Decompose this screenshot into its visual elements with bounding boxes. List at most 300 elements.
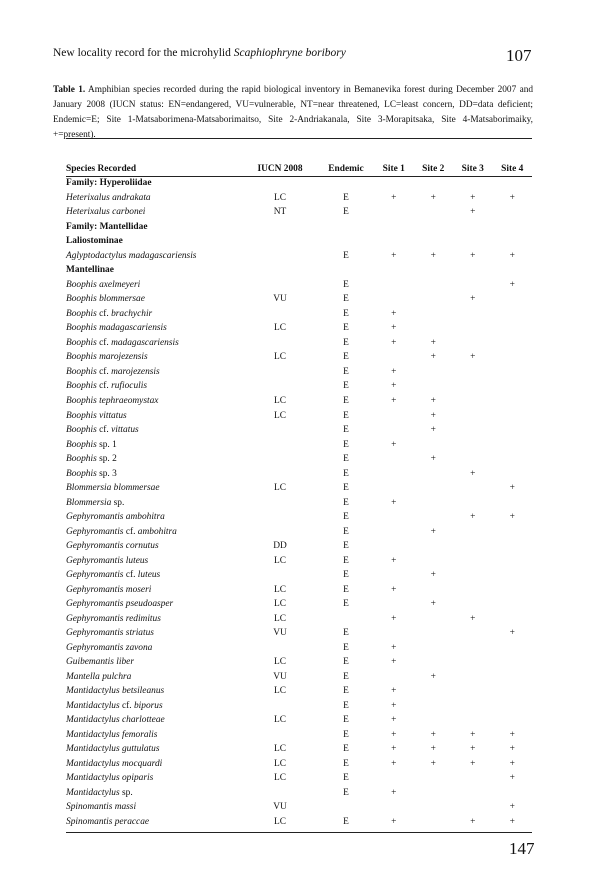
species-row (66, 728, 532, 743)
header-site-1: Site 1 (382, 163, 405, 174)
site-4-presence: + (509, 744, 515, 755)
species-name (66, 815, 242, 830)
species-row (66, 757, 532, 772)
site-1-presence (374, 670, 414, 685)
site-2-presence: + (430, 758, 436, 769)
species-name (66, 394, 242, 409)
species-qualifier: sp. (121, 787, 133, 798)
site-4-presence (493, 539, 533, 554)
site-1-presence: + (391, 642, 397, 653)
site-2-presence (414, 292, 454, 307)
species-name (66, 539, 242, 554)
genus-name: Boophis (66, 454, 97, 465)
genus-name: Boophis (66, 308, 97, 319)
site-1-presence: + (391, 308, 397, 319)
site-4-presence (493, 408, 533, 423)
site-2-presence: + (430, 599, 436, 610)
header-species: Species Recorded (66, 163, 137, 174)
iucn-status: VU (273, 671, 287, 682)
species-binomial: Gephyromantis cornutus (66, 541, 159, 552)
species-name (66, 786, 242, 801)
endemic-mark: E (343, 395, 349, 406)
species-binomial: Spinomantis massi (66, 802, 137, 813)
species-name (66, 800, 242, 815)
site-1-presence: + (391, 700, 397, 711)
site-4-presence: + (509, 250, 515, 261)
site-4-presence (493, 336, 533, 351)
species-epithet: luteus (137, 570, 161, 581)
species-row (66, 321, 532, 336)
species-row (66, 495, 532, 510)
site-2-presence (414, 786, 454, 801)
site-3-presence: + (470, 352, 476, 363)
species-name (66, 495, 242, 510)
table-body (66, 176, 532, 829)
species-name (66, 742, 242, 757)
site-3-presence: + (470, 468, 476, 479)
endemic-mark: E (343, 700, 349, 711)
species-name (66, 466, 242, 481)
site-3-presence: + (470, 294, 476, 305)
site-2-presence (414, 495, 454, 510)
species-name (66, 452, 242, 467)
site-2-presence: + (430, 395, 436, 406)
genus-name: Gephyromantis (66, 570, 124, 581)
site-2-presence (414, 437, 454, 452)
genus-name: Mantidactylus (66, 787, 120, 798)
header-iucn: IUCN 2008 (257, 163, 303, 174)
species-row (66, 365, 532, 380)
group-row (66, 263, 532, 278)
endemic-mark: E (343, 337, 349, 348)
site-1-presence (374, 350, 414, 365)
species-binomial: Gephyromantis pseudoasper (66, 599, 174, 610)
species-name (66, 423, 242, 438)
endemic-mark: E (343, 787, 349, 798)
iucn-status: LC (274, 758, 286, 769)
site-4-presence (493, 495, 533, 510)
species-row (66, 336, 532, 351)
species-binomial: Aglyptodactylus madagascariensis (66, 250, 197, 261)
species-row (66, 641, 532, 656)
site-1-presence: + (391, 439, 397, 450)
site-4-presence (493, 524, 533, 539)
site-3-presence (453, 771, 493, 786)
site-4-presence (493, 670, 533, 685)
site-4-presence: + (509, 512, 515, 523)
species-name (66, 336, 242, 351)
site-1-presence: + (391, 744, 397, 755)
species-name (66, 278, 242, 293)
endemic-mark: E (343, 599, 349, 610)
species-name (66, 205, 242, 220)
endemic-mark: E (343, 250, 349, 261)
site-3-presence (453, 278, 493, 293)
site-3-presence (453, 699, 493, 714)
site-4-presence (493, 452, 533, 467)
site-2-presence: + (430, 192, 436, 203)
iucn-status: LC (274, 599, 286, 610)
iucn-status: DD (273, 541, 287, 552)
site-3-presence (453, 307, 493, 322)
site-3-presence (453, 684, 493, 699)
site-4-presence: + (509, 729, 515, 740)
site-3-presence (453, 394, 493, 409)
site-2-presence: + (430, 570, 436, 581)
species-row (66, 670, 532, 685)
species-row (66, 800, 532, 815)
species-name (66, 757, 242, 772)
site-4-presence (493, 684, 533, 699)
species-row (66, 350, 532, 365)
iucn-status (242, 307, 318, 322)
iucn-status: LC (274, 323, 286, 334)
site-3-presence (453, 597, 493, 612)
site-3-presence (453, 655, 493, 670)
species-name (66, 670, 242, 685)
endemic-mark: E (343, 294, 349, 305)
iucn-status: LC (274, 686, 286, 697)
species-row (66, 611, 532, 626)
species-binomial: Boophis vittatus (66, 410, 127, 421)
site-4-presence (493, 699, 533, 714)
site-1-presence: + (391, 323, 397, 334)
site-3-presence (453, 437, 493, 452)
species-name (66, 292, 242, 307)
site-1-presence: + (391, 192, 397, 203)
site-2-presence (414, 481, 454, 496)
site-1-presence: + (391, 395, 397, 406)
endemic-mark: E (343, 758, 349, 769)
site-1-presence (374, 510, 414, 525)
endemic-mark: E (343, 425, 349, 436)
species-name (66, 655, 242, 670)
species-name (66, 249, 242, 264)
endemic-mark: E (343, 584, 349, 595)
group-label: Mantellinae (66, 265, 114, 276)
site-1-presence (374, 423, 414, 438)
genus-name: Boophis (66, 439, 97, 450)
site-1-presence: + (391, 366, 397, 377)
species-name (66, 524, 242, 539)
species-binomial: Gephyromantis striatus (66, 628, 154, 639)
species-name (66, 597, 242, 612)
site-3-presence (453, 481, 493, 496)
species-name (66, 481, 242, 496)
site-2-presence: + (430, 729, 436, 740)
species-qualifier: sp. (113, 497, 125, 508)
page-number-bottom: 147 (509, 839, 535, 858)
site-4-presence: + (509, 279, 515, 290)
iucn-status: LC (274, 584, 286, 595)
site-1-presence: + (391, 758, 397, 769)
site-3-presence (453, 365, 493, 380)
site-1-presence (374, 292, 414, 307)
site-1-presence: + (391, 337, 397, 348)
species-row (66, 742, 532, 757)
iucn-status (242, 786, 318, 801)
species-binomial: Mantidactylus mocquardi (66, 758, 163, 769)
species-binomial: Mantidactylus betsileanus (66, 686, 165, 697)
endemic-mark: E (343, 729, 349, 740)
species-name (66, 553, 242, 568)
site-4-presence: + (509, 802, 515, 813)
site-3-presence (453, 670, 493, 685)
site-4-presence (493, 655, 533, 670)
species-epithet: brachychir (111, 308, 153, 319)
site-2-presence (414, 611, 454, 626)
site-3-presence (453, 800, 493, 815)
genus-name: Gephyromantis (66, 526, 124, 537)
site-2-presence (414, 379, 454, 394)
running-head-prefix: New locality record for the microhylid (53, 47, 231, 59)
species-binomial: Gephyromantis moseri (66, 584, 152, 595)
species-qualifier: sp. 3 (99, 468, 117, 479)
species-name (66, 510, 242, 525)
site-1-presence (374, 771, 414, 786)
species-binomial: Boophis blommersae (66, 294, 145, 305)
site-2-presence: + (430, 410, 436, 421)
site-3-presence: + (470, 816, 476, 827)
endemic-mark (318, 611, 374, 626)
endemic-mark: E (343, 570, 349, 581)
species-qualifier: cf. (121, 700, 132, 711)
site-2-presence (414, 510, 454, 525)
iucn-status (242, 379, 318, 394)
site-4-presence (493, 321, 533, 336)
species-name (66, 408, 242, 423)
iucn-status: LC (274, 395, 286, 406)
species-qualifier: cf. (99, 425, 109, 436)
species-binomial: Mantidactylus guttulatus (66, 744, 160, 755)
site-1-presence (374, 597, 414, 612)
site-4-presence (493, 582, 533, 597)
site-2-presence (414, 655, 454, 670)
species-row (66, 466, 532, 481)
species-epithet: vittatus (111, 425, 139, 436)
iucn-status: LC (274, 657, 286, 668)
species-row (66, 684, 532, 699)
site-2-presence (414, 278, 454, 293)
site-1-presence: + (391, 787, 397, 798)
species-name (66, 582, 242, 597)
species-name (66, 365, 242, 380)
species-name (66, 321, 242, 336)
iucn-status (242, 510, 318, 525)
species-row (66, 568, 532, 583)
site-3-presence (453, 713, 493, 728)
species-epithet: ambohitra (137, 526, 177, 537)
table-caption (53, 83, 533, 143)
iucn-status: NT (273, 207, 287, 218)
endemic-mark: E (343, 483, 349, 494)
site-2-presence (414, 365, 454, 380)
page-number-top: 107 (506, 46, 532, 65)
species-binomial: Boophis madagascariensis (66, 323, 167, 334)
endemic-mark: E (343, 323, 349, 334)
site-3-presence: + (470, 207, 476, 218)
endemic-mark: E (343, 642, 349, 653)
site-3-presence (453, 321, 493, 336)
site-4-presence (493, 292, 533, 307)
species-row (66, 379, 532, 394)
species-binomial: Boophis marojezensis (66, 352, 148, 363)
endemic-mark: E (343, 555, 349, 566)
species-row (66, 423, 532, 438)
genus-name: Boophis (66, 366, 97, 377)
species-row (66, 553, 532, 568)
site-1-presence (374, 524, 414, 539)
iucn-status (242, 568, 318, 583)
endemic-mark: E (343, 410, 349, 421)
iucn-status (242, 466, 318, 481)
group-row (66, 176, 532, 191)
site-4-presence (493, 597, 533, 612)
iucn-status (242, 495, 318, 510)
genus-name: Boophis (66, 381, 97, 392)
species-row (66, 452, 532, 467)
iucn-status: LC (274, 613, 286, 624)
site-3-presence (453, 408, 493, 423)
site-2-presence: + (430, 526, 436, 537)
iucn-status: LC (274, 410, 286, 421)
species-qualifier: cf. (99, 381, 109, 392)
endemic-mark: E (343, 279, 349, 290)
iucn-status: VU (273, 628, 287, 639)
species-name (66, 611, 242, 626)
iucn-status: LC (274, 816, 286, 827)
species-row (66, 191, 532, 206)
site-2-presence: + (430, 671, 436, 682)
site-1-presence: + (391, 555, 397, 566)
site-4-presence (493, 394, 533, 409)
species-row (66, 699, 532, 714)
species-qualifier: sp. 1 (99, 439, 117, 450)
endemic-mark: E (343, 541, 349, 552)
endemic-mark: E (343, 657, 349, 668)
iucn-status: LC (274, 555, 286, 566)
group-label: Laliostominae (66, 236, 123, 247)
iucn-status (242, 699, 318, 714)
site-1-presence: + (391, 381, 397, 392)
table-top-rule (66, 138, 532, 139)
iucn-status (242, 249, 318, 264)
site-2-presence (414, 553, 454, 568)
endemic-mark: E (343, 439, 349, 450)
species-name (66, 684, 242, 699)
species-row (66, 655, 532, 670)
site-1-presence (374, 800, 414, 815)
species-row (66, 597, 532, 612)
genus-name: Mantidactylus (66, 700, 120, 711)
site-3-presence: + (470, 512, 476, 523)
species-name (66, 626, 242, 641)
species-name (66, 728, 242, 743)
species-table (66, 161, 532, 829)
species-row (66, 292, 532, 307)
species-binomial: Blommersia blommersae (66, 483, 160, 494)
species-name (66, 379, 242, 394)
endemic-mark: E (343, 308, 349, 319)
species-binomial: Heterixalus carbonei (66, 207, 146, 218)
site-1-presence (374, 408, 414, 423)
iucn-status (242, 524, 318, 539)
site-1-presence (374, 626, 414, 641)
site-2-presence (414, 684, 454, 699)
site-1-presence (374, 568, 414, 583)
endemic-mark: E (343, 773, 349, 784)
endemic-mark: E (343, 816, 349, 827)
site-1-presence: + (391, 715, 397, 726)
endemic-mark: E (343, 526, 349, 537)
site-3-presence (453, 336, 493, 351)
site-2-presence: + (430, 250, 436, 261)
table-bottom-rule (66, 832, 532, 833)
site-4-presence: + (509, 816, 515, 827)
site-1-presence (374, 452, 414, 467)
iucn-status (242, 278, 318, 293)
site-3-presence (453, 423, 493, 438)
species-binomial: Heterixalus andrakata (66, 192, 151, 203)
site-3-presence (453, 568, 493, 583)
site-3-presence: + (470, 758, 476, 769)
endemic-mark: E (343, 512, 349, 523)
site-2-presence (414, 205, 454, 220)
site-2-presence (414, 641, 454, 656)
species-row (66, 786, 532, 801)
site-1-presence: + (391, 497, 397, 508)
header-site-4: Site 4 (501, 163, 524, 174)
iucn-status: LC (274, 483, 286, 494)
site-4-presence (493, 466, 533, 481)
species-name (66, 437, 242, 452)
genus-name: Boophis (66, 468, 97, 479)
species-qualifier: sp. 2 (99, 454, 117, 465)
species-name (66, 713, 242, 728)
site-1-presence (374, 205, 414, 220)
site-3-presence (453, 626, 493, 641)
iucn-status: LC (274, 715, 286, 726)
site-3-presence (453, 379, 493, 394)
site-1-presence: + (391, 584, 397, 595)
site-2-presence (414, 582, 454, 597)
endemic-mark: E (343, 686, 349, 697)
endemic-mark: E (343, 497, 349, 508)
iucn-status: VU (273, 802, 287, 813)
species-binomial: Gephyromantis redimitus (66, 613, 161, 624)
site-4-presence (493, 611, 533, 626)
site-1-presence: + (391, 686, 397, 697)
endemic-mark: E (343, 366, 349, 377)
site-4-presence (493, 350, 533, 365)
site-4-presence: + (509, 773, 515, 784)
iucn-status: VU (273, 294, 287, 305)
endemic-mark: E (343, 468, 349, 479)
species-binomial: Gephyromantis ambohitra (66, 512, 165, 523)
site-4-presence: + (509, 483, 515, 494)
site-3-presence (453, 582, 493, 597)
site-3-presence (453, 495, 493, 510)
iucn-status (242, 437, 318, 452)
species-row (66, 394, 532, 409)
site-2-presence (414, 771, 454, 786)
species-epithet: rufioculis (111, 381, 148, 392)
species-row (66, 437, 532, 452)
endemic-mark: E (343, 744, 349, 755)
site-3-presence (453, 786, 493, 801)
site-4-presence: + (509, 758, 515, 769)
site-3-presence (453, 641, 493, 656)
